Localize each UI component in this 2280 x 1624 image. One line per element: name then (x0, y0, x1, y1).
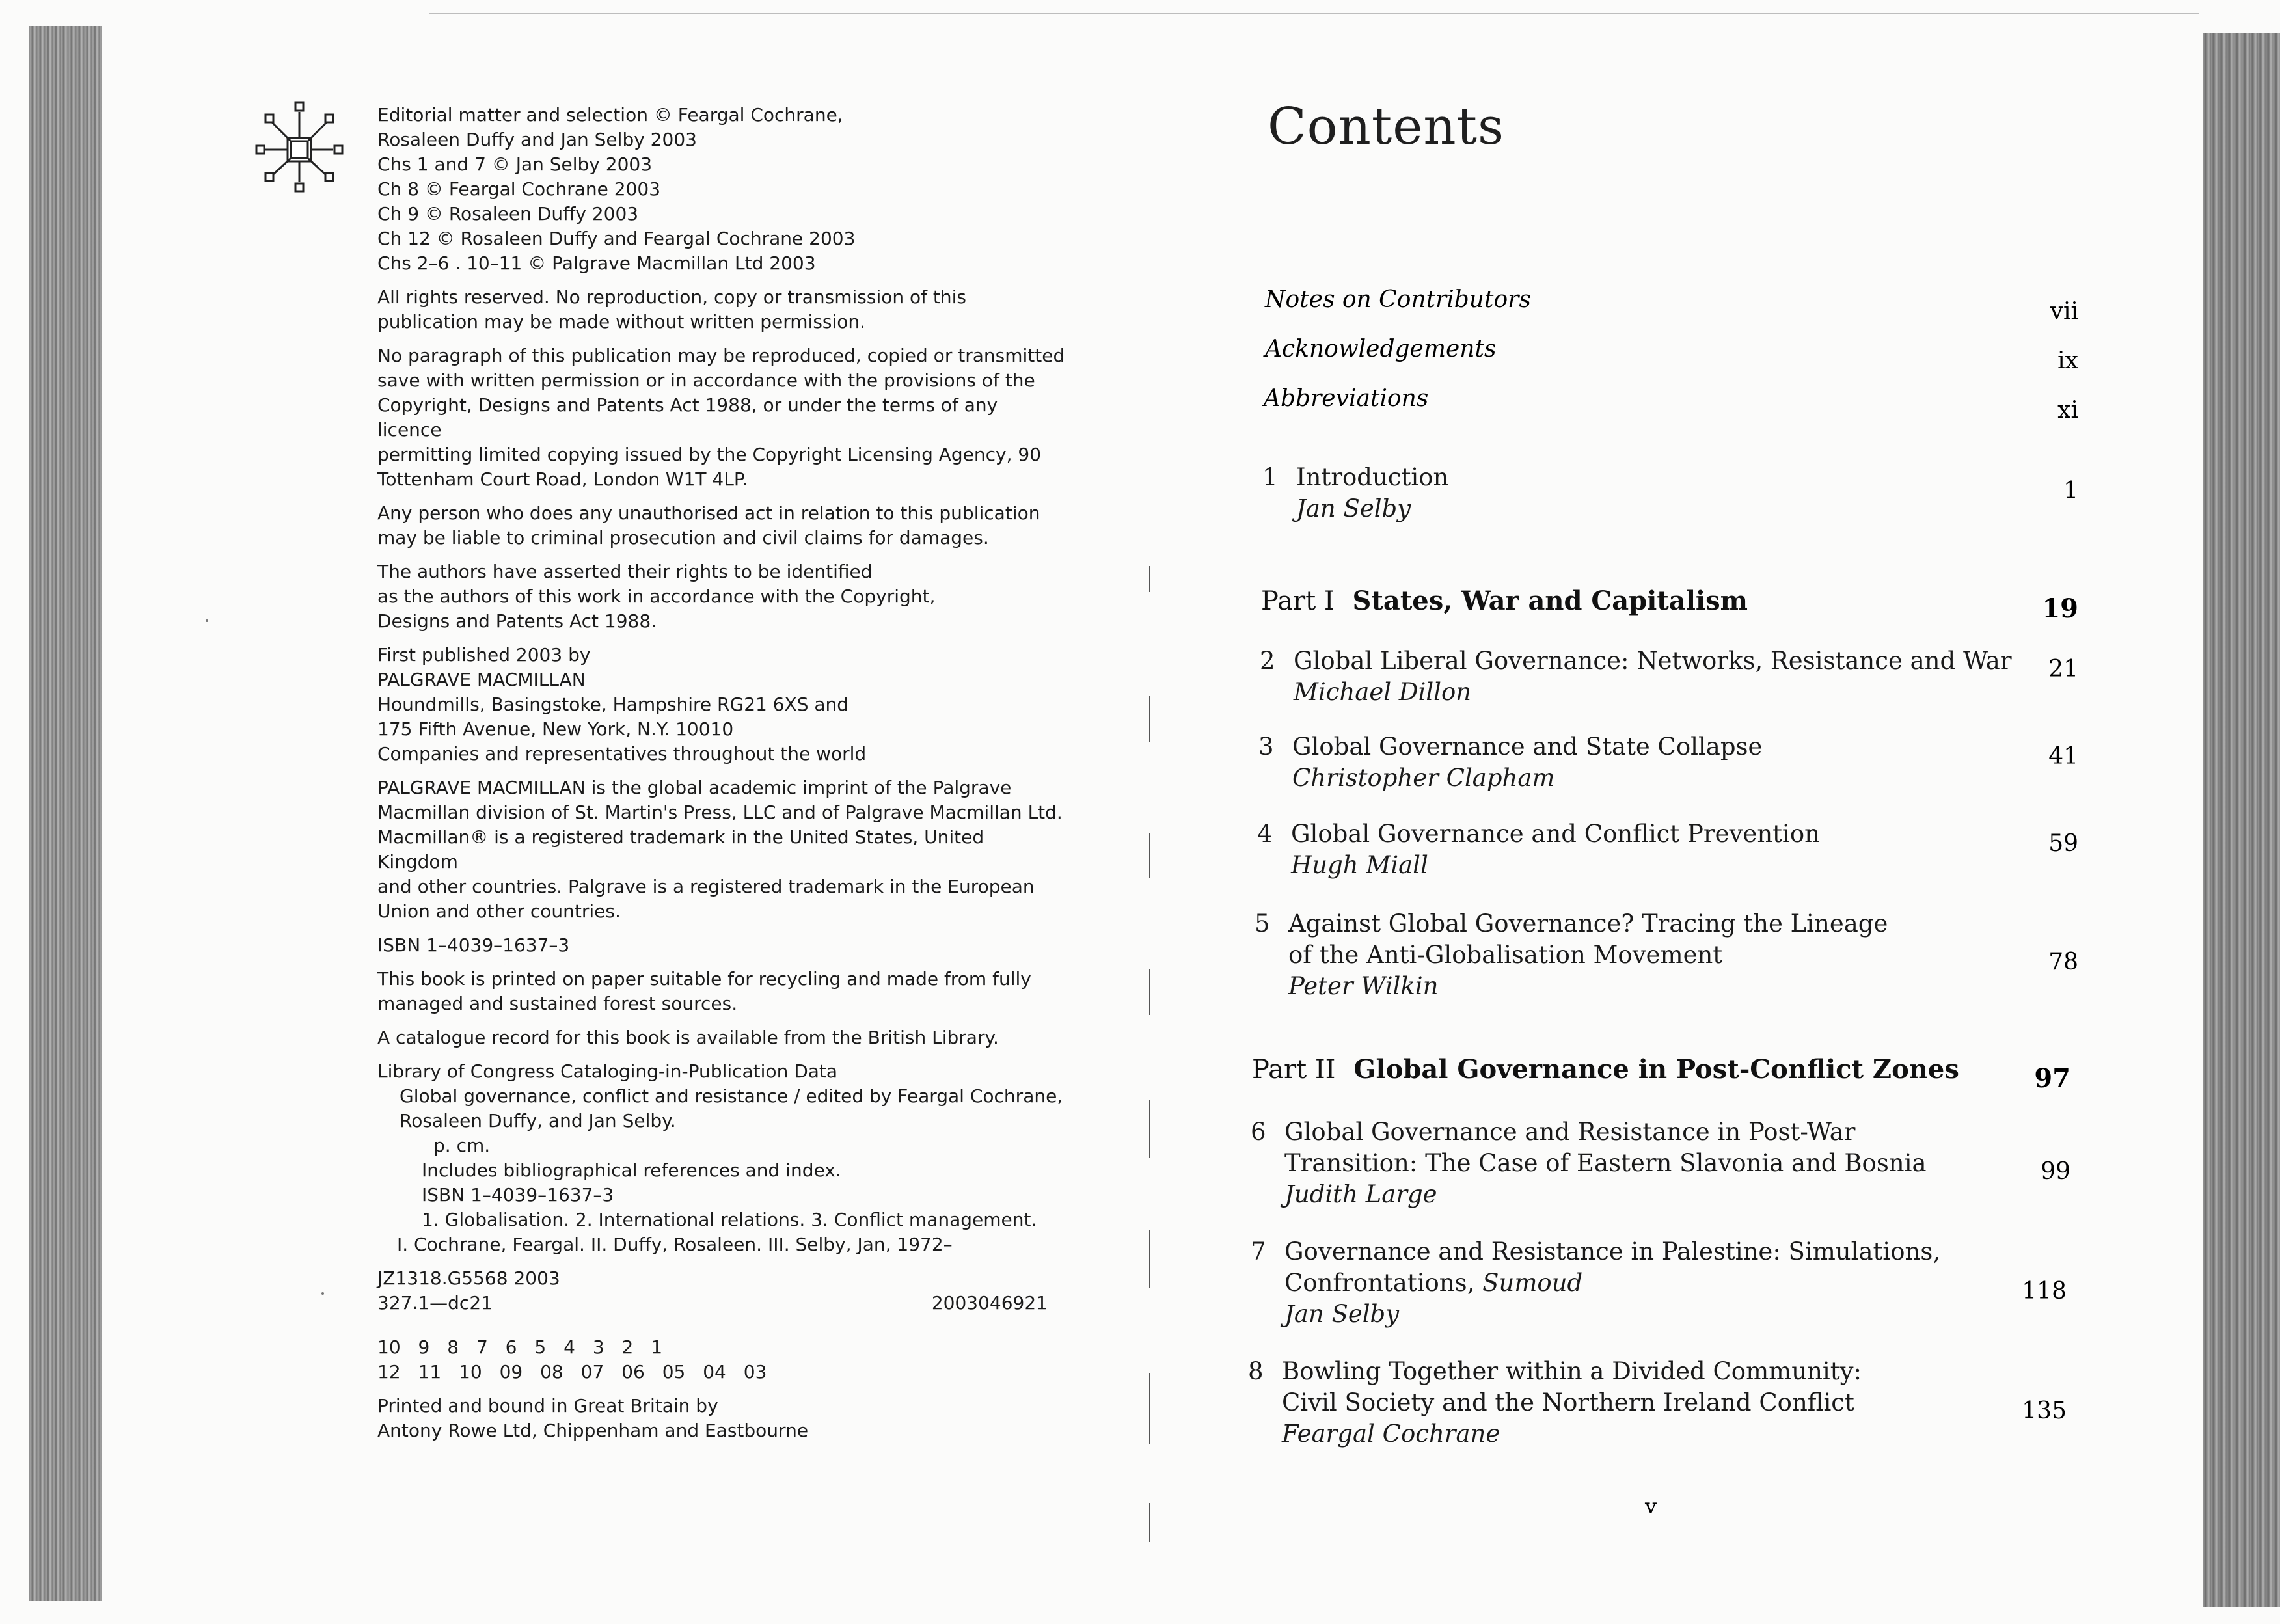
unauthorised-line: may be liable to criminal prosecution and civil claims for damages. (377, 527, 989, 548)
reproduction-block (377, 344, 1067, 492)
asserted-block (377, 560, 1067, 634)
toc-acknowledgements: Acknowledgements (1265, 336, 1497, 362)
toc-chapter-1 (1262, 462, 1448, 524)
printing-numbers (377, 1335, 1067, 1385)
chapter-title: Against Global Governance? Tracing the Lineage (1288, 910, 1888, 938)
toc-chapter-5 (1255, 908, 1888, 1002)
reproduction-line: permitting limited copying issued by the Copyright Licensing Agency, 90 (377, 444, 1042, 465)
copyright-line: Ch 12 © Rosaleen Duffy and Feargal Cochrane 2003 (377, 228, 856, 249)
publisher-logo-icon (247, 98, 351, 195)
chapter-title-cont: Civil Society and the Northern Ireland Conflict (1282, 1388, 1854, 1416)
chapter-title: Introduction (1296, 463, 1449, 491)
chapter-number: 8 (1248, 1357, 1264, 1385)
classification-block (377, 1266, 1067, 1316)
copyright-line: Chs 1 and 7 © Jan Selby 2003 (377, 154, 653, 175)
gutter-mark (1149, 833, 1150, 878)
trademark-line: PALGRAVE MACMILLAN is the global academic imprint of the Palgrave (377, 777, 1012, 798)
toc-page-number: 118 (2022, 1278, 2067, 1305)
toc-page-number: 78 (2048, 949, 2078, 975)
chapter-author: Jan Selby (1284, 1300, 1400, 1328)
gutter-mark (1149, 1100, 1150, 1158)
paper-line: This book is printed on paper suitable for recycling and made from fully (377, 968, 1031, 990)
chapter-title: Global Governance and Resistance in Post-War (1284, 1118, 1856, 1146)
published-line: Companies and representatives throughout the world (377, 743, 867, 765)
scan-left-edge (29, 26, 102, 1601)
chapter-title-cont: of the Anti-Globalisation Movement (1288, 941, 1723, 969)
reproduction-line: Copyright, Designs and Patents Act 1988, or under the terms of any licence (377, 394, 998, 440)
chapter-title: Global Liberal Governance: Networks, Resistance and War (1294, 647, 2012, 675)
toc-page-number: xi (2057, 397, 2078, 424)
scan-top-border (429, 13, 2199, 14)
published-line: Houndmills, Basingstoke, Hampshire RG21 6XS and (377, 694, 849, 715)
lc-class: JZ1318.G5568 2003 (377, 1267, 560, 1289)
cip-pcm: p. cm. (433, 1135, 491, 1156)
toc-page-number: 99 (2041, 1158, 2070, 1185)
part-title: States, War and Capitalism (1352, 586, 1748, 616)
toc-page-number: 97 (2034, 1063, 2070, 1094)
toc-part-2 (1252, 1054, 1959, 1085)
toc-abbreviations: Abbreviations (1264, 385, 1429, 412)
dewey-class: 327.1—dc21 (377, 1292, 493, 1314)
part-label: Part I (1261, 586, 1335, 616)
chapter-author: Judith Large (1284, 1180, 1437, 1208)
cip-title: Global governance, conflict and resistance / edited by Feargal Cochrane, (400, 1085, 1063, 1107)
rights-line: publication may be made without written permission. (377, 311, 866, 332)
scan-speck (321, 1292, 324, 1295)
cip-subjects: 1. Globalisation. 2. International relations. 3. Conflict management. (422, 1209, 1037, 1230)
printer-line: Antony Rowe Ltd, Chippenham and Eastbourne (377, 1420, 809, 1441)
published-block (377, 643, 1067, 766)
toc-chapter-8 (1248, 1356, 1862, 1450)
rights-block (377, 285, 1067, 334)
toc-chapter-2 (1260, 645, 2012, 708)
cip-heading: Library of Congress Cataloging-in-Publication Data (377, 1061, 838, 1082)
cip-authors: Rosaleen Duffy, and Jan Selby. (400, 1110, 676, 1131)
chapter-author: Jan Selby (1296, 494, 1411, 522)
reproduction-line: save with written permission or in accordance with the provisions of the (377, 370, 1035, 391)
cip-isbn: ISBN 1–4039–1637–3 (422, 1184, 614, 1206)
page-folio: v (1645, 1494, 1657, 1519)
chapter-number: 1 (1262, 463, 1278, 491)
trademark-line: Macmillan division of St. Martin's Press, LLC and of Palgrave Macmillan Ltd. (377, 802, 1063, 823)
unauthorised-line: Any person who does any unauthorised act in relation to this publication (377, 502, 1040, 524)
toc-notes-on-contributors: Notes on Contributors (1265, 286, 1531, 313)
imprint-page (377, 103, 1067, 1452)
toc-page-number: 59 (2048, 830, 2078, 857)
chapter-title: Governance and Resistance in Palestine: Simulations, (1284, 1238, 1941, 1265)
chapter-title: Global Governance and Conflict Prevention (1291, 820, 1820, 848)
toc-chapter-3 (1258, 731, 1762, 794)
copyright-block (377, 103, 1067, 276)
cip-added-entries: I. Cochrane, Feargal. II. Duffy, Rosaleen. III. Selby, Jan, 1972– (397, 1234, 953, 1255)
toc-chapter-6 (1251, 1116, 1927, 1210)
part-label: Part II (1252, 1055, 1336, 1085)
chapter-title: Global Governance and State Collapse (1292, 733, 1763, 761)
toc-page-number: 41 (2048, 743, 2078, 770)
chapter-author: Hugh Miall (1291, 851, 1428, 879)
toc-part-1 (1261, 586, 1748, 616)
reproduction-line: Tottenham Court Road, London W1T 4LP. (377, 468, 748, 490)
chapter-title-italic: Sumoud (1482, 1269, 1583, 1297)
chapter-number: 6 (1251, 1118, 1266, 1146)
published-line: 175 Fifth Avenue, New York, N.Y. 10010 (377, 718, 734, 740)
chapter-title-cont: Confrontations, (1284, 1269, 1475, 1297)
year-line: 12 11 10 09 08 07 06 05 04 03 (377, 1361, 767, 1383)
asserted-line: The authors have asserted their rights to be identified (377, 561, 873, 582)
chapter-author: Peter Wilkin (1288, 972, 1439, 1000)
toc-page-number: 135 (2022, 1398, 2067, 1424)
toc-page-number: ix (2057, 347, 2078, 374)
gutter-mark (1149, 1230, 1150, 1288)
cip-block (377, 1059, 1067, 1257)
chapter-author: Christopher Clapham (1292, 764, 1555, 792)
scan-speck (206, 619, 208, 622)
paper-block (377, 967, 1067, 1016)
asserted-line: as the authors of this work in accordance with the Copyright, (377, 586, 936, 607)
chapter-number: 4 (1257, 820, 1273, 848)
gutter-mark (1149, 696, 1150, 742)
toc-page-number: vii (2050, 298, 2078, 325)
copyright-line: Rosaleen Duffy and Jan Selby 2003 (377, 129, 697, 150)
catalogue-record: A catalogue record for this book is available from the British Library. (377, 1027, 999, 1048)
published-line: PALGRAVE MACMILLAN (377, 669, 586, 690)
isbn: ISBN 1–4039–1637–3 (377, 934, 570, 956)
lccn-number: 2003046921 (931, 1292, 1048, 1314)
printer-block (377, 1394, 1067, 1443)
gutter-mark (1149, 1373, 1150, 1444)
toc-chapter-7 (1251, 1236, 1940, 1330)
chapter-number: 2 (1260, 647, 1275, 675)
trademark-line: Union and other countries. (377, 900, 621, 922)
rights-line: All rights reserved. No reproduction, copy or transmission of this (377, 286, 967, 308)
unauthorised-block (377, 501, 1067, 550)
chapter-number: 7 (1251, 1238, 1266, 1265)
page-title: Contents (1268, 98, 1504, 156)
chapter-title: Bowling Together within a Divided Community: (1282, 1357, 1862, 1385)
gutter-mark (1149, 1503, 1150, 1542)
copyright-line: Editorial matter and selection © Feargal Cochrane, (377, 104, 843, 126)
chapter-title-cont: Transition: The Case of Eastern Slavonia and Bosnia (1284, 1149, 1927, 1177)
copyright-line: Chs 2–6 . 10–11 © Palgrave Macmillan Ltd 2003 (377, 252, 816, 274)
chapter-author: Feargal Cochrane (1282, 1420, 1500, 1448)
reproduction-line: No paragraph of this publication may be reproduced, copied or transmitted (377, 345, 1065, 366)
published-line: First published 2003 by (377, 644, 591, 666)
dewey-row (377, 1291, 1048, 1316)
scan-right-edge (2203, 33, 2280, 1607)
copyright-line: Ch 8 © Feargal Cochrane 2003 (377, 178, 661, 200)
toc-chapter-4 (1257, 819, 1820, 881)
chapter-author: Michael Dillon (1294, 678, 1472, 706)
chapter-number: 3 (1258, 733, 1274, 761)
impression-line: 10 9 8 7 6 5 4 3 2 1 (377, 1336, 663, 1358)
paper-line: managed and sustained forest sources. (377, 993, 738, 1014)
trademark-line: Macmillan® is a registered trademark in the United States, United Kingdom (377, 826, 984, 873)
gutter-mark (1149, 566, 1150, 592)
part-title: Global Governance in Post-Conflict Zones (1353, 1054, 1959, 1085)
chapter-number: 5 (1255, 910, 1270, 938)
asserted-line: Designs and Patents Act 1988. (377, 610, 657, 632)
toc-page-number: 19 (2042, 593, 2078, 624)
cip-includes: Includes bibliographical references and index. (422, 1159, 841, 1181)
trademark-block (377, 776, 1067, 924)
printer-line: Printed and bound in Great Britain by (377, 1395, 718, 1416)
toc-page-number: 1 (2063, 478, 2078, 504)
toc-page-number: 21 (2048, 656, 2078, 683)
gutter-mark (1149, 969, 1150, 1015)
copyright-line: Ch 9 © Rosaleen Duffy 2003 (377, 203, 639, 224)
trademark-line: and other countries. Palgrave is a registered trademark in the European (377, 876, 1035, 897)
